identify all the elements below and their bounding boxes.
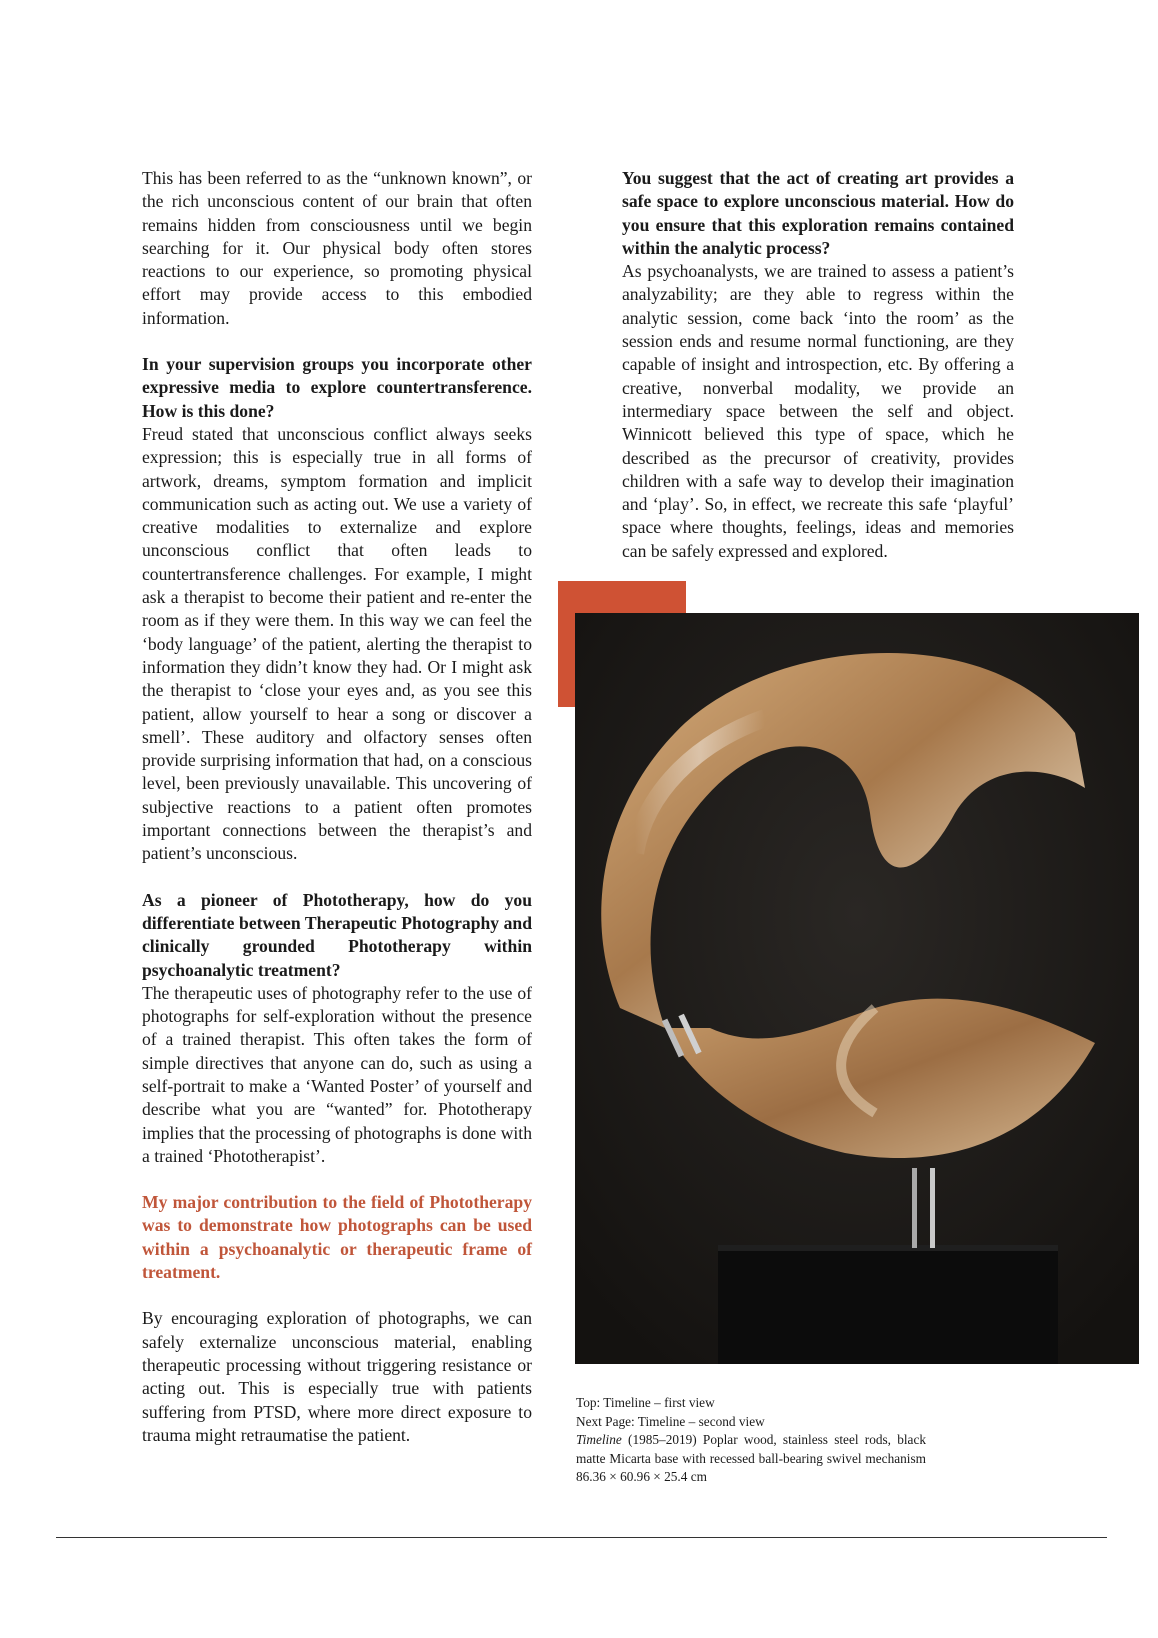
footer-rule — [56, 1537, 1107, 1538]
question-phototherapy: As a pioneer of Phototherapy, how do you differentiate between Therapeutic Photography and clinically grounded Phototherapy within psychoanalytic treatment? — [142, 889, 532, 980]
answer-supervision-groups: Freud stated that unconscious conflict always seeks expression; this is especially true in all forms of artwork, dreams, symptom formation and implicit communication such as acting out. We use a variety of creative modalities to externalize and explore unconscious conflict that often leads to countertransference challenges. For example, I might ask a therapist to become their patient and re-enter the room as if they were them. In this way we can feel the ‘body language’ of the patient, alerting the therapist to information they didn’t know they had. Or I might ask the therapist to ‘close your eyes and, as you see this patient, allow yourself to hear a song or discover a smell’. These auditory and olfactory senses often provide surprising information that had, on a conscious level, been previously unavailable. This uncovering of subjective reactions to a patient often promotes important connections between the therapist’s and patient’s unconscious. — [142, 423, 532, 864]
intro-paragraph: This has been referred to as the “unknown known”, or the rich unconscious content of our brain that often remains hidden from consciousness until we begin searching for it. Our physical body often stores reactions to our experience, so promoting physical effort may provide access to this embodied information. — [142, 168, 532, 328]
photo-caption — [576, 1394, 926, 1487]
caption-line-next-page: Next Page: Timeline – second view — [576, 1413, 765, 1429]
caption-line-top: Top: Timeline – first view — [576, 1395, 715, 1410]
question-safe-space: You suggest that the act of creating art provides a safe space to explore unconscious material. How do you ensure that this exploration remains contained within the analytic process? — [622, 168, 1014, 258]
answer-phototherapy: The therapeutic uses of photography refer to the use of photographs for self-exploration without the presence of a trained therapist. This often takes the form of simple directives that anyone can do, such as using a self-portrait to make a ‘Wanted Poster’ of yourself and describe what you are “wanted” for. Phototherapy implies that the processing of photographs is done with a trained ‘Phototherapist’. — [142, 982, 532, 1166]
left-column — [142, 167, 532, 1447]
sculpture-photo — [575, 613, 1139, 1364]
caption-details — [576, 1431, 926, 1487]
wood-sculpture-image — [575, 613, 1139, 1364]
pull-quote: My major contribution to the field of Phototherapy was to demonstrate how photographs can be used within a psychoanalytic or therapeutic frame of treatment. — [142, 1192, 532, 1283]
caption-description: (1985–2019) Poplar wood, stainless steel rods, black matte Micarta base with recessed ball-bearing swivel mechanism 86.36 × 60.96 × 25.4 cm — [576, 1432, 926, 1484]
right-column — [622, 167, 1014, 563]
question-supervision-groups: In your supervision groups you incorporate other expressive media to explore countertransference. How is this done? — [142, 354, 532, 421]
closing-paragraph: By encouraging exploration of photographs, we can safely externalize unconscious material, enabling therapeutic processing without triggering resistance or acting out. This is especially true with patients suffering from PTSD, where more direct exposure to trauma might retraumatise the patient. — [142, 1308, 532, 1445]
answer-safe-space: As psychoanalysts, we are trained to assess a patient’s analyzability; are they able to regress within the analytic session, come back ‘into the room’ as the session ends and resume normal functioning, are they capable of insight and introspection, etc. By offering a creative, nonverbal modality, we provide an intermediary space between the self and object. Winnicott believed this type of space, which he described as the precursor of creativity, provides children with a safe way to develop their imagination and ‘play’. So, in effect, we recreate this safe ‘playful’ space where thoughts, feelings, ideas and memories can be safely expressed and explored. — [622, 261, 1014, 561]
caption-title: Timeline — [576, 1432, 622, 1447]
